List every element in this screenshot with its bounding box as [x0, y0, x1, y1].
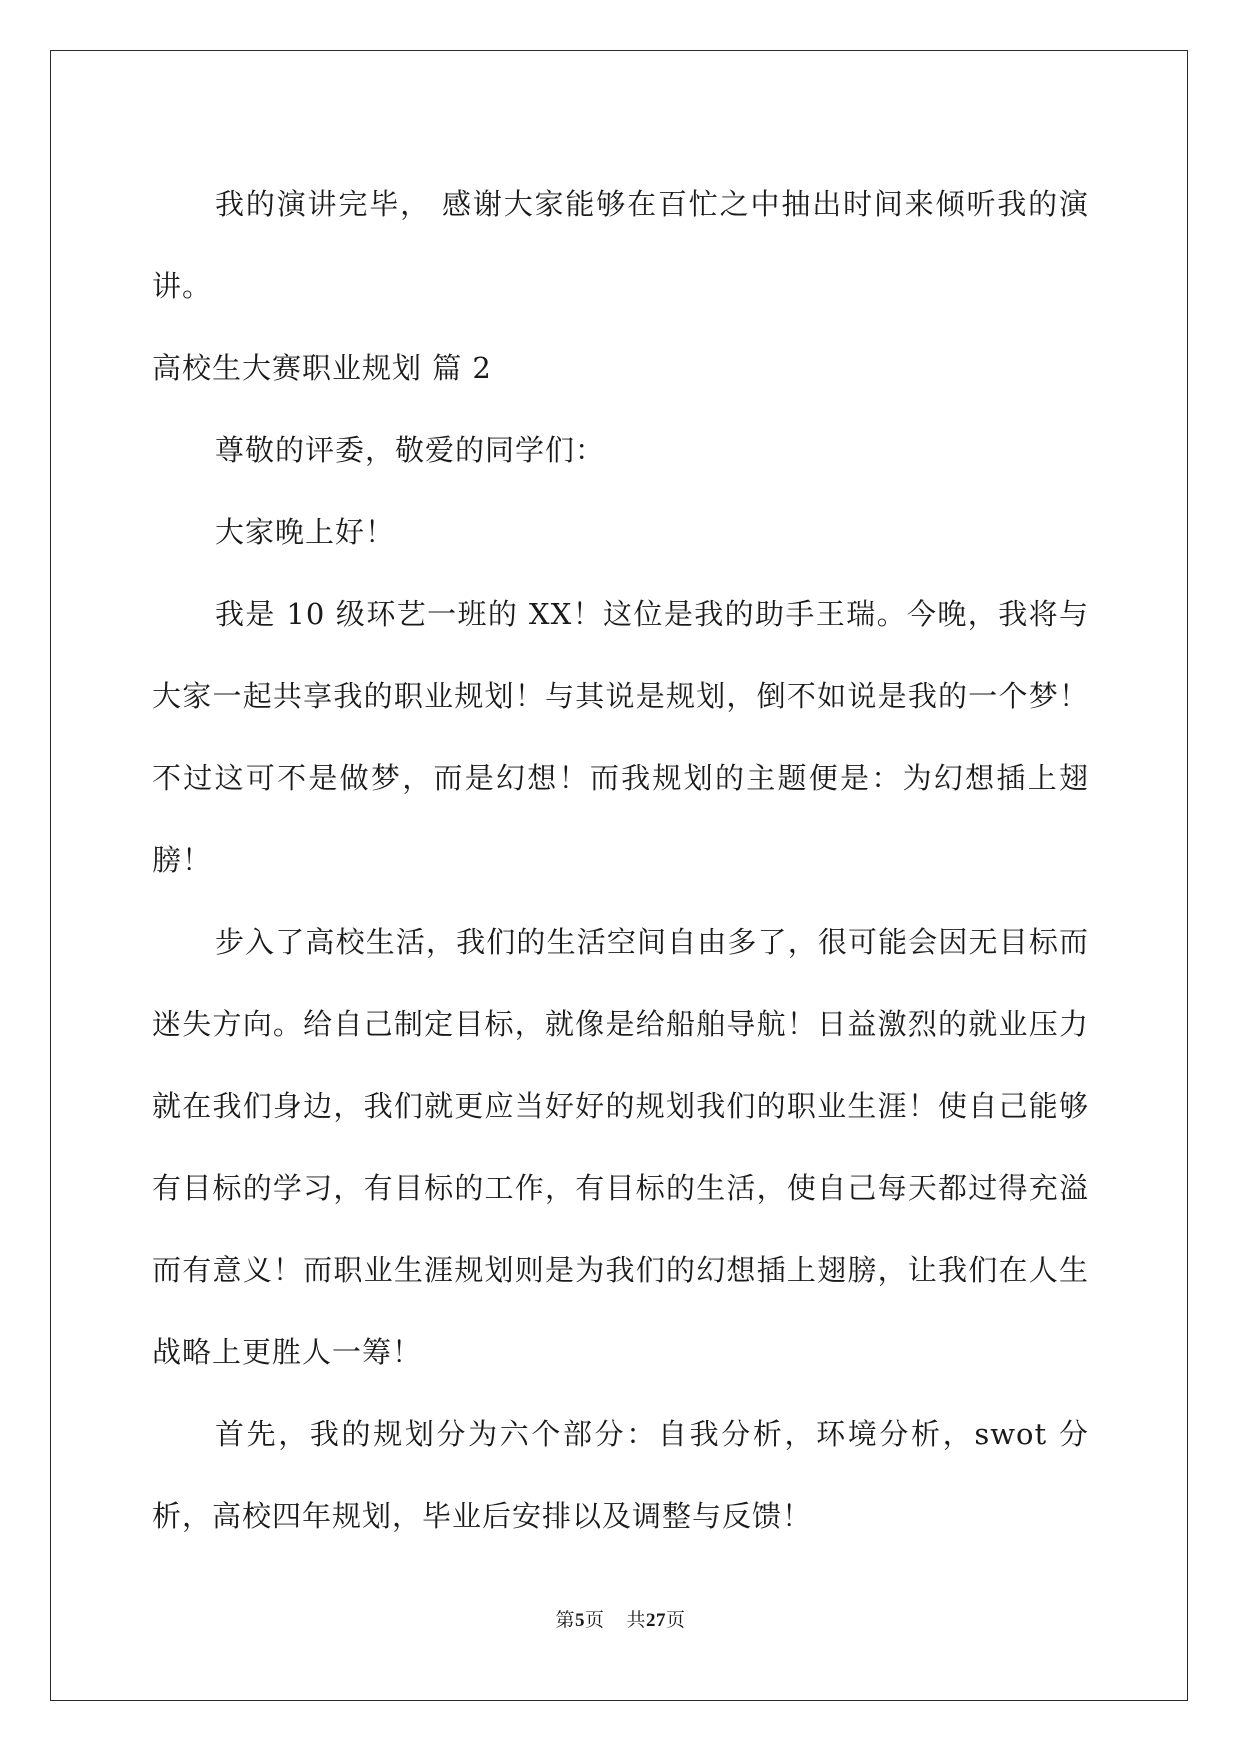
page-footer — [0, 1605, 1241, 1632]
footer-total-unit: 页 — [666, 1610, 686, 1631]
footer-page-current: 5 — [574, 1610, 585, 1631]
paragraph-introduction: 我是 10 级环艺一班的 XX！这位是我的助手王瑞。今晚，我将与大家一起共享我的职业规划！与其说是规划，倒不如说是我的一个梦！不过这可不是做梦，而是幻想！而我规划的主题便是：为幻想插上翅膀！ — [152, 597, 1089, 877]
paragraph-outline: 首先，我的规划分为六个部分：自我分析，环境分析，swot 分析，高校四年规划，毕业后安排以及调整与反馈！ — [152, 1417, 1089, 1533]
paragraph-greeting: 大家晚上好！ — [215, 515, 396, 549]
document-body — [152, 163, 1089, 1557]
paragraph-salutation: 尊敬的评委，敬爱的同学们： — [215, 433, 606, 467]
footer-page-total: 27 — [646, 1610, 667, 1631]
footer-page-unit: 页 — [584, 1610, 605, 1631]
footer-total-prefix: 共 — [626, 1610, 647, 1631]
paragraph-speech-closing: 我的演讲完毕， 感谢大家能够在百忙之中抽出时间来倾听我的演讲。 — [152, 187, 1089, 303]
paragraph-motivation: 步入了高校生活，我们的生活空间自由多了，很可能会因无目标而迷失方向。给自己制定目标，就像是给船舶导航！日益激烈的就业压力就在我们身边，我们就更应当好好的规划我们的职业生涯！使自己能够有目标的学习，有目标的工作，有目标的生活，使自己每天都过得充溢而有意义！而职业生涯规划则是为我们的幻想插上翅膀，让我们在人生战略上更胜人一筹！ — [152, 925, 1089, 1369]
footer-page-prefix: 第 — [555, 1610, 575, 1631]
section-heading: 高校生大赛职业规划 篇 2 — [152, 351, 492, 385]
